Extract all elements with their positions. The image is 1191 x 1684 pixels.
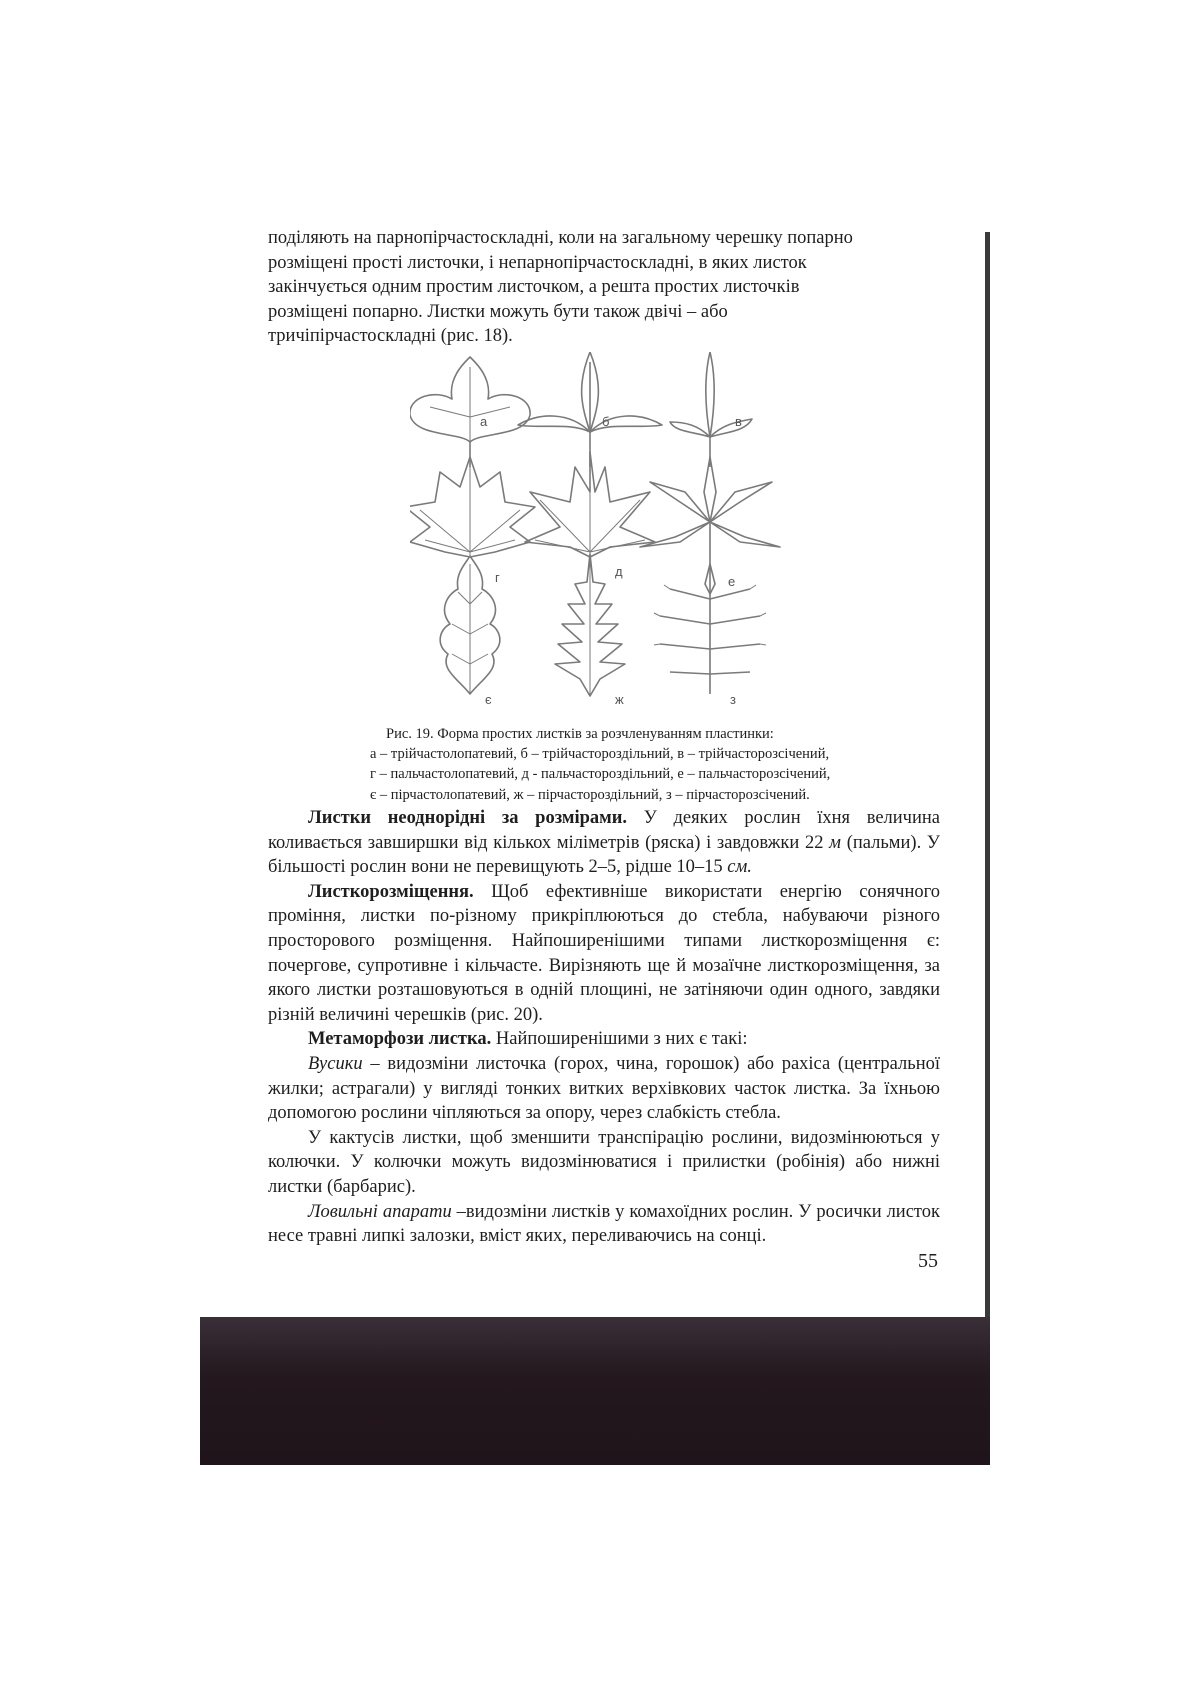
leaf-a xyxy=(410,357,530,467)
figure-label: ж xyxy=(615,692,624,707)
tendrils-term: Вусики xyxy=(308,1053,363,1074)
leaf-g xyxy=(410,457,535,557)
top-paragraph xyxy=(268,226,940,349)
caption-line: а – трійчастолопатевий, б – трійчастороздільний, в – трійчасторозсічений, xyxy=(370,746,830,763)
figure-label: е xyxy=(728,574,736,589)
figure-label: а xyxy=(480,414,488,429)
caption-title: Рис. 19. Форма простих листків за розчленуванням пластинки: xyxy=(386,726,774,742)
main-text xyxy=(268,806,940,1249)
leaf-d xyxy=(525,452,655,557)
figure-label: з xyxy=(730,692,736,707)
leaf-ye xyxy=(440,556,500,694)
figure-label: є xyxy=(485,692,492,707)
leaf-shapes-drawing xyxy=(410,352,790,712)
arrangement-paragraph: Листкорозміщення. Щоб ефективніше використати енергію сонячного проміння, листки по-різному прикріплюються до стебла, набуваючи різного просторового розміщення. Найпоширенішими типами листкорозміщення є: почергове, супротивне і кільчасте. Вирізняють ще й мозаїчне листкорозміщення, за якого листки розташовуються в одній площині, не затіняючи один одного, завдяки різній величині черешків (рис. 20). xyxy=(268,881,940,1025)
metamorphosis-heading: Метаморфози листка. Найпоширенішими з них є такі: xyxy=(308,1029,748,1050)
text-line: тричіпірчастоскладні (рис. 18). xyxy=(268,326,513,347)
figure-label: г xyxy=(495,570,500,585)
figure-label: б xyxy=(602,414,610,429)
text-line: розміщені попарно. Листки можуть бути також двічі – або xyxy=(268,301,728,322)
leaf-shapes-figure xyxy=(410,352,790,712)
caption-line: г – пальчастолопатевий, д - пальчастороздільний, е – пальчасторозсічений, xyxy=(370,766,831,783)
text-line: розміщені прості листочки, і непарнопірчастоскладні, в яких листок xyxy=(268,252,807,273)
figure-label: д xyxy=(615,564,623,579)
leaf-e xyxy=(640,457,780,567)
page-edge-shadow xyxy=(985,232,990,1317)
figure-caption xyxy=(370,724,930,805)
leaf-b xyxy=(518,352,662,467)
figure-label: в xyxy=(735,414,742,429)
size-paragraph: Листки неоднорідні за розмірами. У деяких рослин їхня величина коливається завширшки від кількох міліметрів (ряска) і завдовжки 22 м (пальми). У більшості рослин вони не перевищують 2–5, рідше 10–15 см. xyxy=(268,808,940,878)
cactus-paragraph: У кактусів листки, щоб зменшити транспірацію рослини, видозмінюються у колючки. У колючки можуть видозмінюватися і прилистки (робінія) або нижні листки (барбарис). xyxy=(268,1127,940,1197)
text-line: закінчується одним простим листочком, а решта простих листочків xyxy=(268,277,800,298)
traps-paragraph: Ловильні апарати –видозміни листків у комахоїдних рослин. У росички листок несе травні липкі залозки, вміст яких, переливаючись на сонці. xyxy=(268,1201,940,1247)
traps-term: Ловильні апарати xyxy=(308,1201,452,1222)
leaf-v xyxy=(670,352,752,467)
caption-line: є – пірчастолопатевий, ж – пірчастороздільний, з – пірчасторозсічений. xyxy=(370,786,810,803)
scan-dark-band xyxy=(200,1317,990,1465)
page-number: 55 xyxy=(918,1250,938,1272)
size-heading: Листки неоднорідні за розмірами. xyxy=(308,808,628,828)
text-line: поділяють на парнопірчастоскладні, коли на загальному черешку попарно xyxy=(268,228,853,248)
arrangement-heading: Листкорозміщення. xyxy=(308,881,474,902)
leaf-z xyxy=(654,564,766,694)
tendrils-paragraph: Вусики – видозміни листочка (горох, чина, горошок) або рахіса (центральної жилки; астрагали) у вигляді тонких витких верхівкових часток листка. За їхньою допомогою рослини чіпляються за опору, через слабкість стебла. xyxy=(268,1053,940,1124)
